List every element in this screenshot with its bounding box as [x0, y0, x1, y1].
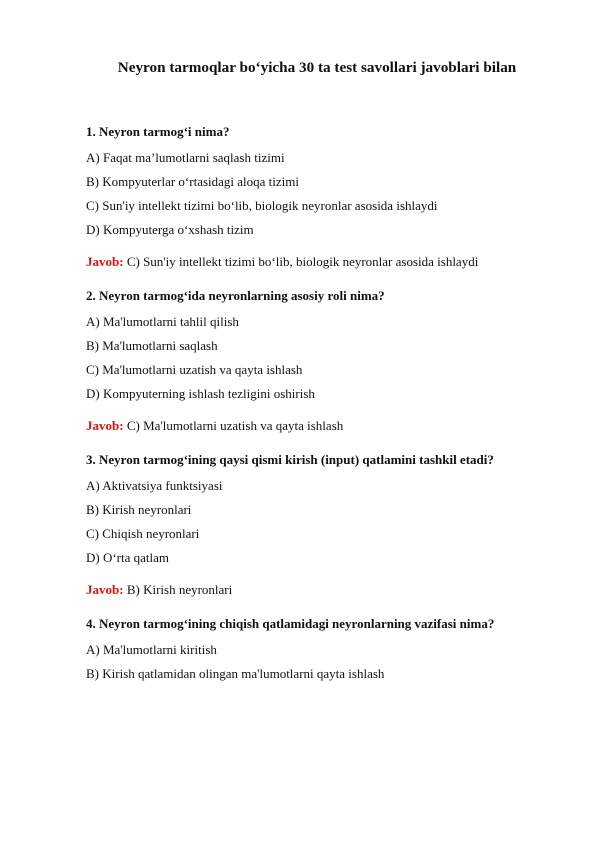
answer-label: Javob: [86, 582, 124, 597]
option-a: A) Faqat ma’lumotlarni saqlash tizimi [86, 150, 285, 165]
answer-text: B) Kirish neyronlari [126, 582, 233, 597]
question-title: 3. Neyron tarmog‘ining qaysi qismi kirish (input) qatlamini tashkil etadi? [86, 452, 494, 467]
question-3 [86, 452, 556, 598]
question-title: 1. Neyron tarmog‘i nima? [86, 124, 230, 139]
option-d: D) Kompyuterning ishlash tezligini oshirish [86, 386, 315, 401]
answer-text: C) Ma'lumotlarni uzatish va qayta ishlash [126, 418, 344, 433]
document-title: Neyron tarmoqlar bo‘yicha 30 ta test savollari javoblari bilan [117, 59, 517, 76]
answer-line [86, 582, 556, 598]
option-c: C) Sun'iy intellekt tizimi bo‘lib, biologik neyronlar asosida ishlaydi [86, 198, 438, 213]
answer-label: Javob: [86, 418, 124, 433]
answer-line [86, 418, 556, 434]
option-list [86, 150, 556, 238]
option-a: A) Ma'lumotlarni kiritish [86, 642, 217, 657]
question-4 [86, 616, 556, 682]
option-list [86, 314, 556, 402]
option-b: B) Ma'lumotlarni saqlash [86, 338, 218, 353]
option-list [86, 478, 556, 566]
question-1 [86, 124, 556, 270]
option-list [86, 642, 556, 682]
option-c: C) Chiqish neyronlari [86, 526, 200, 541]
option-b: B) Kompyuterlar o‘rtasidagi aloqa tizimi [86, 174, 299, 189]
answer-label: Javob: [86, 254, 124, 269]
answer-text: C) Sun'iy intellekt tizimi bo‘lib, biologik neyronlar asosida ishlaydi [126, 254, 479, 269]
option-d: D) Kompyuterga o‘xshash tizim [86, 222, 254, 237]
option-c: C) Ma'lumotlarni uzatish va qayta ishlash [86, 362, 303, 377]
option-a: A) Ma'lumotlarni tahlil qilish [86, 314, 239, 329]
question-list [86, 124, 556, 690]
option-d: D) O‘rta qatlam [86, 550, 170, 565]
question-title: 4. Neyron tarmog‘ining chiqish qatlamidagi neyronlarning vazifasi nima? [86, 616, 495, 631]
answer-line [86, 254, 556, 270]
question-title: 2. Neyron tarmog‘ida neyronlarning asosiy roli nima? [86, 288, 385, 303]
option-b: B) Kirish neyronlari [86, 502, 192, 517]
question-2 [86, 288, 556, 434]
option-b: B) Kirish qatlamidan olingan ma'lumotlarni qayta ishlash [86, 666, 385, 681]
option-a: A) Aktivatsiya funktsiyasi [86, 478, 223, 493]
